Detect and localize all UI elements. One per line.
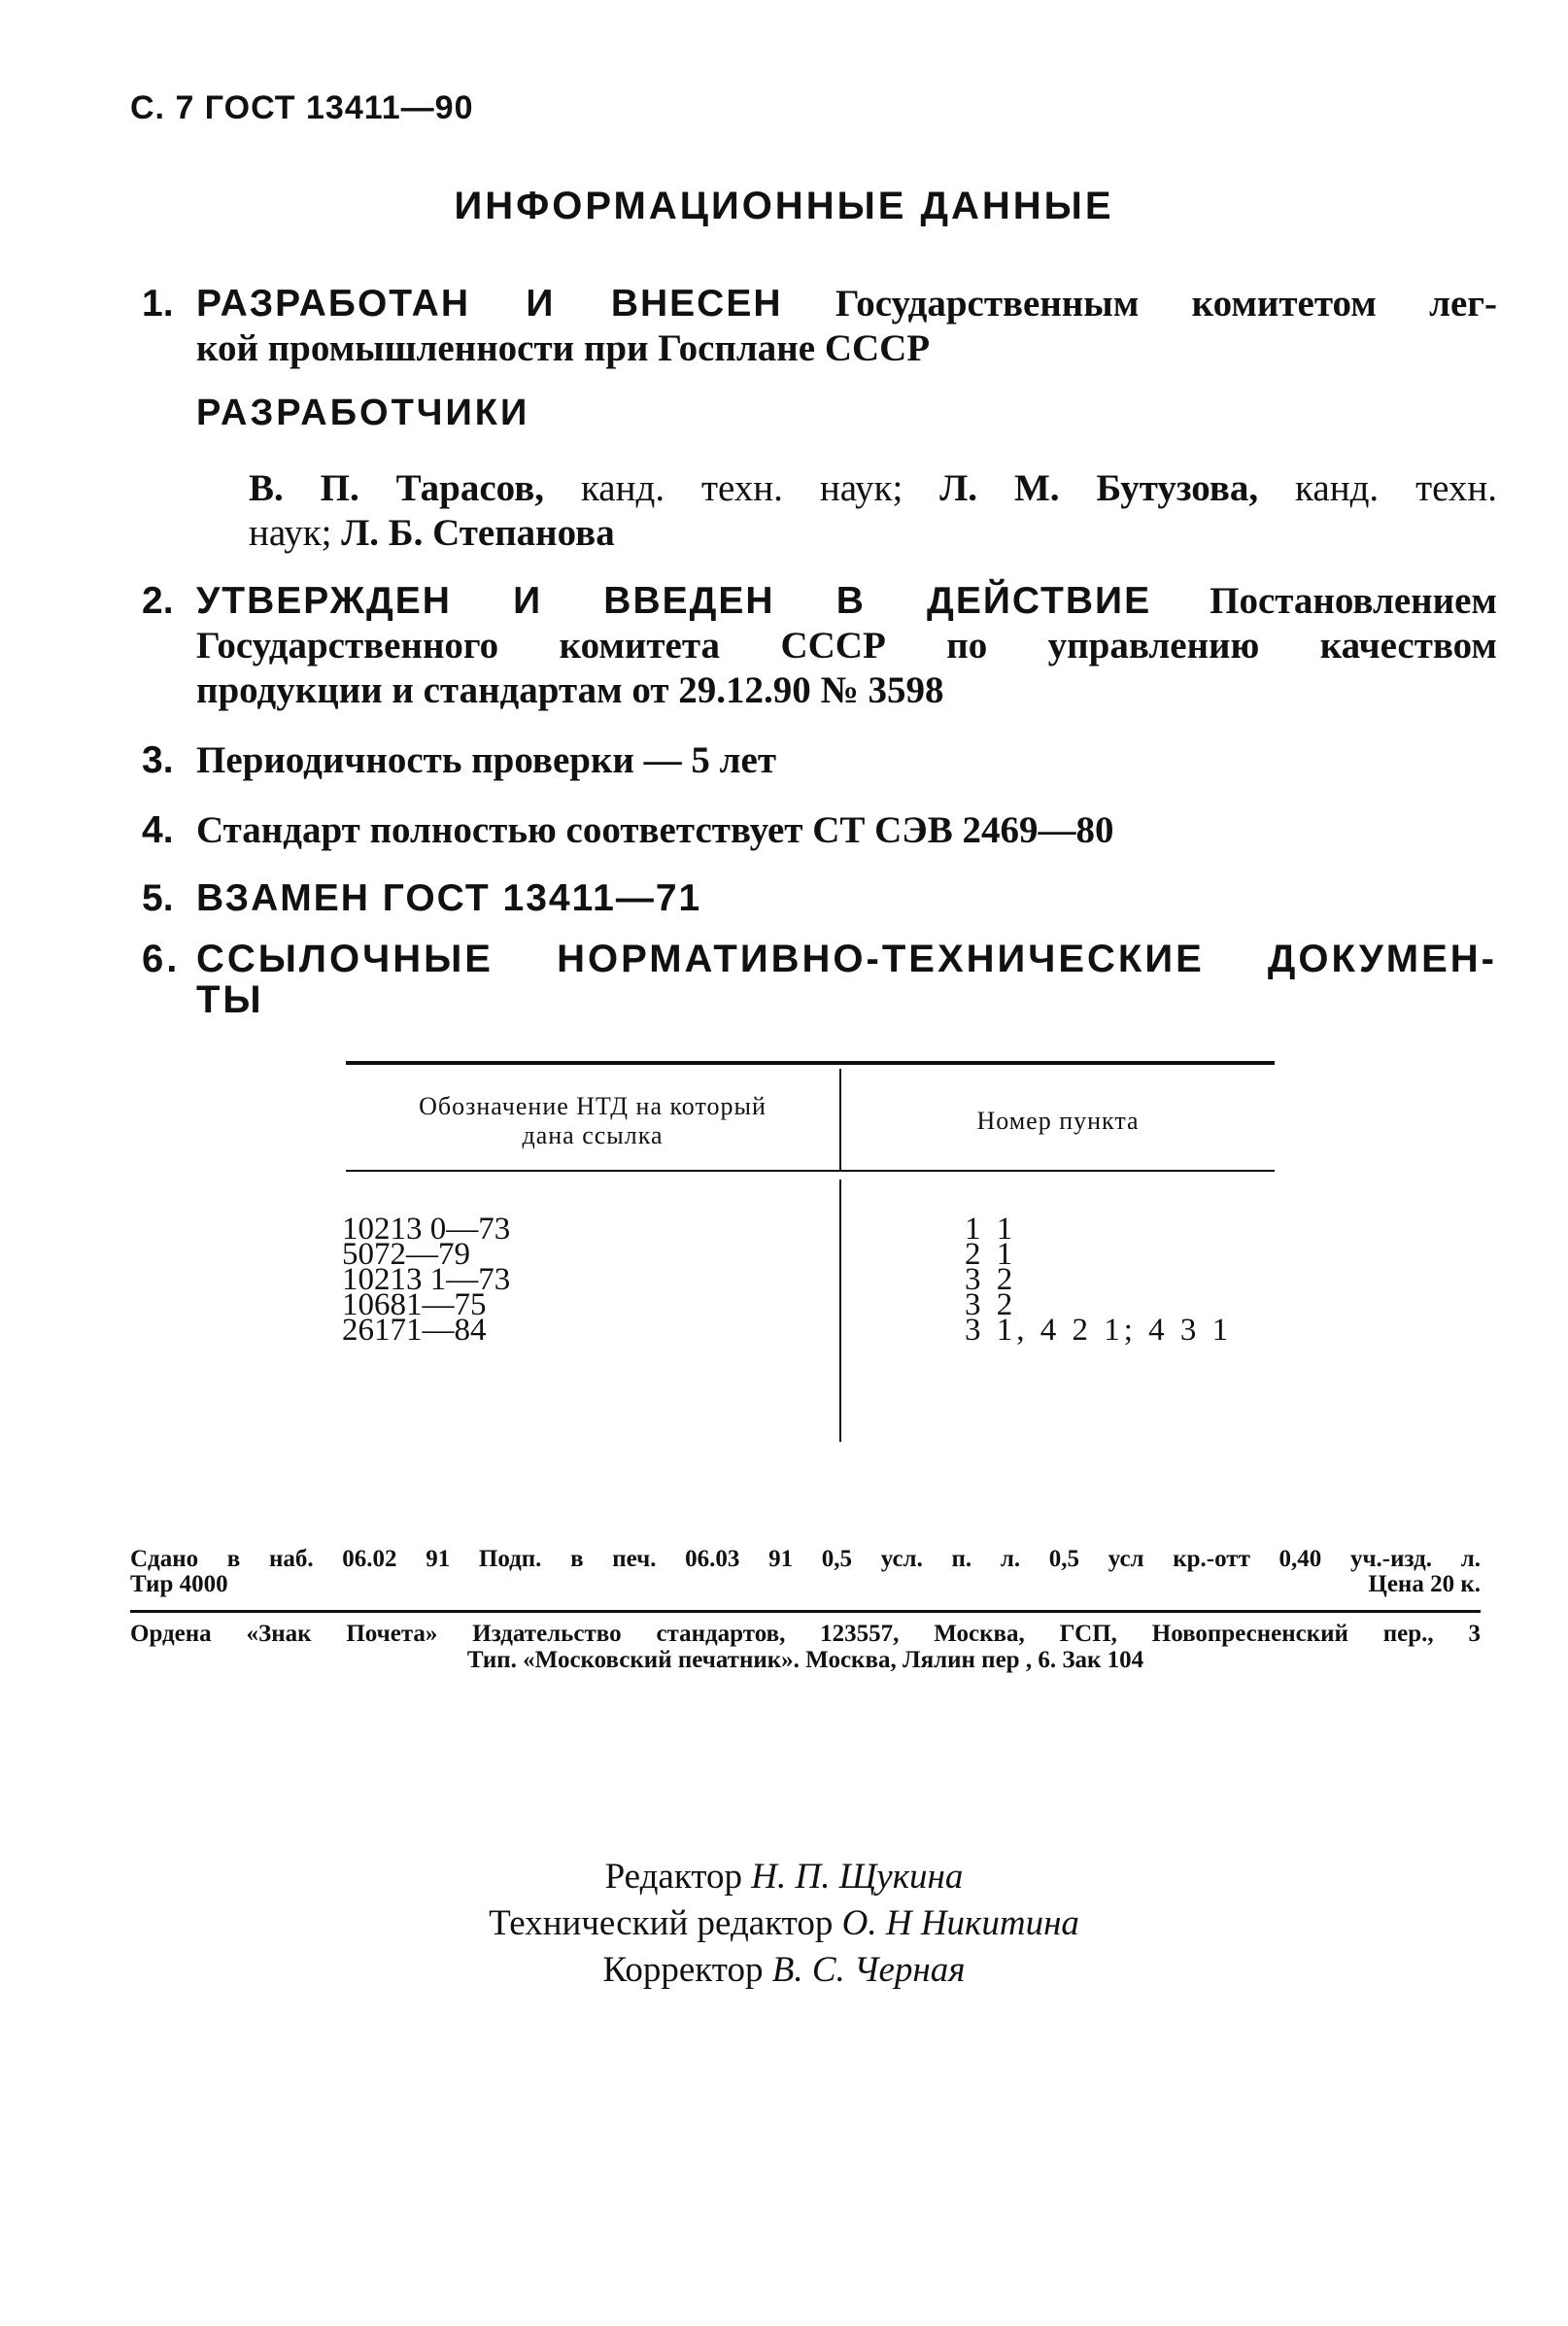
table-cell: 1 1 <box>965 1212 1017 1247</box>
developer-degree: наук; <box>249 512 332 554</box>
table-column-clause <box>965 1212 1233 1348</box>
credit-name: Н. П. Щукина <box>751 1857 964 1897</box>
developer-name: В. П. Тарасов, <box>249 467 545 509</box>
item-text: Государственным комитетом лег- <box>835 283 1498 325</box>
item-line <box>196 579 1497 624</box>
table-cell: 2 1 <box>965 1237 1017 1272</box>
table-cell: 26171—84 <box>342 1313 487 1348</box>
publisher-footer <box>130 1621 1481 1673</box>
imprint-line <box>130 1572 1481 1597</box>
developers-list <box>249 466 1497 556</box>
developer-name: Л. М. Бутузова, <box>939 467 1259 509</box>
item-number: 5. <box>142 877 174 919</box>
item-number: 3. <box>142 739 174 781</box>
page-title: ИНФОРМАЦИОННЫЕ ДАННЫЕ <box>454 185 1114 227</box>
table-cell: 10213 0—73 <box>342 1212 511 1247</box>
column-header: Номер пункта <box>976 1107 1140 1135</box>
info-item-3 <box>142 738 1497 783</box>
item-line <box>196 282 1497 326</box>
item-caps: УТВЕРЖДЕН И ВВЕДЕН В ДЕЙСТВИЕ <box>196 580 1152 622</box>
credit-role: Корректор <box>602 1950 764 1990</box>
table-cell: 10213 1—73 <box>342 1262 511 1297</box>
item-number: 6. <box>142 938 181 980</box>
info-item-4 <box>142 808 1497 853</box>
developer-degree: наук; <box>819 467 903 509</box>
item-number: 4. <box>142 809 174 851</box>
price: Цена 20 к. <box>1368 1571 1481 1597</box>
item-number: 1. <box>142 283 174 325</box>
item-line: Государственного комитета СССР по управлению качеством <box>196 625 1497 667</box>
table-cell: 3 2 <box>965 1287 1017 1322</box>
credit-line <box>0 1854 1568 1900</box>
credit-line <box>0 1900 1568 1947</box>
table-header-rule <box>346 1170 1275 1172</box>
info-item-1 <box>142 282 1497 371</box>
developers-line <box>249 466 1497 511</box>
item-line: продукции и стандартам от 29.12.90 № 3598 <box>196 669 944 711</box>
table-column-ntd <box>342 1212 511 1348</box>
print-run: Тир 4000 <box>130 1571 228 1597</box>
item-caps: РАЗРАБОТАН И ВНЕСЕН <box>196 283 783 325</box>
info-item-6 <box>142 939 1497 1020</box>
imprint-block <box>130 1547 1481 1597</box>
footer-line: Тип. «Московский печатник». Москва, Лялин пер , 6. Зак 104 <box>466 1647 1144 1673</box>
table-top-rule <box>346 1061 1275 1065</box>
item-text: Периодичность проверки — 5 лет <box>196 739 776 781</box>
running-header: С. 7 ГОСТ 13411—90 <box>130 89 474 126</box>
developer-degree: канд. техн. <box>580 467 783 509</box>
editorial-credits <box>0 1854 1568 1994</box>
credit-role: Редактор <box>604 1857 743 1897</box>
developers-line <box>249 511 1497 556</box>
item-text: Стандарт полностью соответствует СТ СЭВ 2469—80 <box>196 809 1114 851</box>
item-line: кой промышленности при Госплане СССР <box>196 327 931 369</box>
item-text: Постановлением <box>1210 580 1497 622</box>
table-cell: 5072—79 <box>342 1237 470 1272</box>
table-divider-body <box>839 1180 841 1442</box>
item-number: 2. <box>142 580 174 622</box>
credit-line <box>0 1947 1568 1994</box>
developer-name: Л. Б. Степанова <box>341 512 615 554</box>
table-cell: 3 1, 4 2 1; 4 3 1 <box>965 1313 1233 1348</box>
info-item-5 <box>142 876 1497 921</box>
footer-line: Ордена «Знак Почета» Издательство стандартов, 123557, Москва, ГСП, Новопресненский пер., 3 <box>130 1621 1481 1647</box>
item-line: ССЫЛОЧНЫЕ НОРМАТИВНО-ТЕХНИЧЕСКИЕ ДОКУМЕН- <box>196 938 1497 980</box>
item-line: ТЫ <box>196 978 264 1021</box>
credit-name: О. Н Никитина <box>841 1903 1079 1943</box>
table-cell: 10681—75 <box>342 1287 487 1322</box>
credit-role: Технический редактор <box>489 1903 834 1943</box>
item-text: ВЗАМЕН ГОСТ 13411—71 <box>196 877 702 919</box>
column-header: Обозначение НТД на который <box>419 1092 767 1120</box>
imprint-line: Сдано в наб. 06.02 91 Подп. в печ. 06.03 91 0,5 усл. п. л. 0,5 усл кр.-отт 0,40 уч.-изд. л. <box>130 1546 1481 1572</box>
info-item-2 <box>142 579 1497 713</box>
footer-rule <box>130 1610 1481 1613</box>
table-header-cell <box>346 1092 839 1150</box>
developer-degree: канд. техн. <box>1295 467 1498 509</box>
column-header: дана ссылка <box>522 1121 664 1149</box>
table-header-cell <box>841 1107 1275 1136</box>
table-cell: 3 2 <box>965 1262 1017 1297</box>
credit-name: В. С. Черная <box>771 1950 966 1990</box>
developers-heading: РАЗРАБОТЧИКИ <box>196 393 530 433</box>
